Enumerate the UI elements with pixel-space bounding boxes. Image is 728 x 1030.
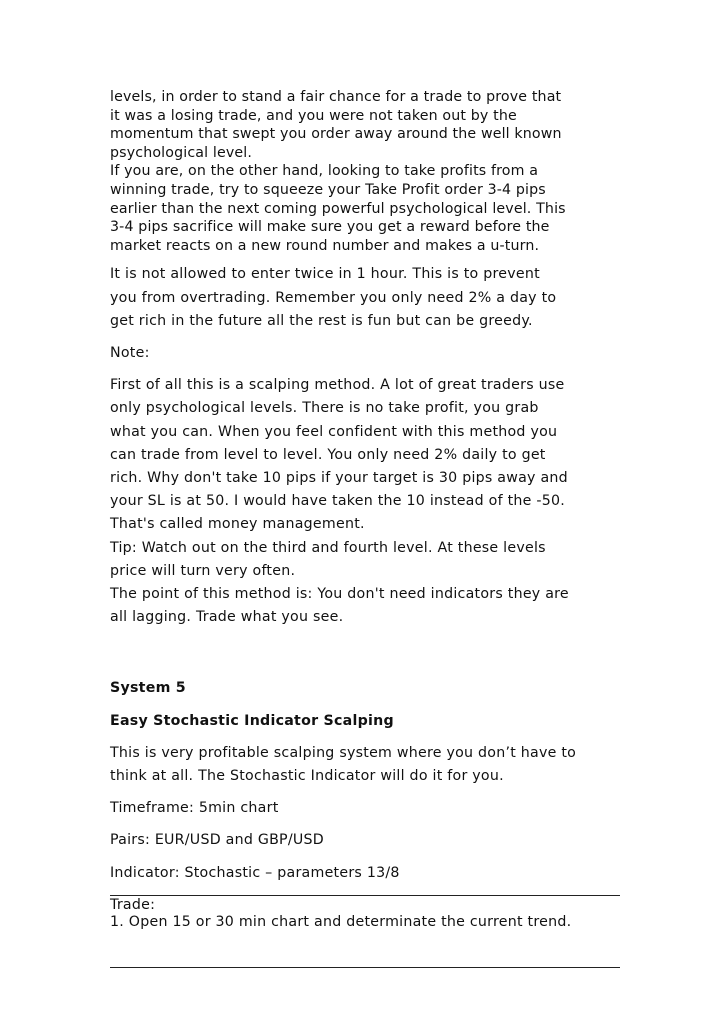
text-line: winning trade, try to squeeze your Take Profit order 3-4 pips [110, 181, 546, 198]
text-line: think at all. The Stochastic Indicator will do it for you. [110, 768, 504, 784]
text-line: First of all this is a scalping method. A lot of great traders use [110, 377, 565, 394]
system-heading: System 5 [110, 680, 186, 697]
text-line: The point of this method is: You don't need indicators they are [110, 585, 569, 602]
text-line: can trade from level to level. You only need 2% daily to get [110, 446, 546, 463]
note-label: Note: [110, 344, 150, 361]
rule-paragraph [110, 263, 622, 333]
text-line: This is very profitable scalping system where you don’t have to [110, 744, 577, 761]
text-line: It is not allowed to enter twice in 1 hour. This is to prevent [110, 266, 540, 283]
text-line: Tip: Watch out on the third and fourth level. At these levels [110, 539, 546, 556]
text-line: price will turn very often. [110, 562, 296, 579]
footer-divider-line [110, 967, 620, 968]
text-line: all lagging. Trade what you see. [110, 609, 344, 626]
text-line: what you can. When you feel confident with this method you [110, 423, 558, 440]
text-line: only psychological levels. There is no take profit, you grab [110, 400, 539, 417]
system-title: Easy Stochastic Indicator Scalping [110, 712, 394, 729]
text-line: earlier than the next coming powerful psychological level. This [110, 200, 566, 217]
step-1-text: 1. Open 15 or 30 min chart and determinate the current trend. [110, 914, 572, 930]
system-description [110, 742, 622, 788]
text-line: That's called money management. [110, 516, 365, 533]
indicator-text: Indicator: Stochastic – parameters 13/8 [110, 864, 400, 881]
text-line: market reacts on a new round number and makes a u-turn. [110, 237, 540, 254]
text-line: rich. Why don't take 10 pips if your target is 30 pips away and [110, 469, 568, 486]
text-line: get rich in the future all the rest is fun but can be greedy. [110, 312, 533, 329]
divider-line [110, 895, 620, 896]
text-line: levels, in order to stand a fair chance for a trade to prove that [110, 89, 562, 105]
document-page [110, 88, 622, 917]
intro-paragraph [110, 88, 622, 255]
text-line: 3-4 pips sacrifice will make sure you get a reward before the [110, 219, 550, 236]
text-line: If you are, on the other hand, looking to take profits from a [110, 163, 539, 180]
trade-label: Trade: [110, 896, 156, 913]
note-paragraph [110, 374, 622, 629]
text-line: you from overtrading. Remember you only need 2% a day to [110, 289, 557, 306]
text-line: it was a losing trade, and you were not taken out by the [110, 107, 517, 124]
text-line: psychological level. [110, 144, 253, 161]
timeframe-text: Timeframe: 5min chart [110, 800, 279, 817]
text-line: your SL is at 50. I would have taken the 10 instead of the -50. [110, 493, 566, 510]
text-line: momentum that swept you order away around the well known [110, 126, 562, 143]
pairs-text: Pairs: EUR/USD and GBP/USD [110, 832, 324, 849]
